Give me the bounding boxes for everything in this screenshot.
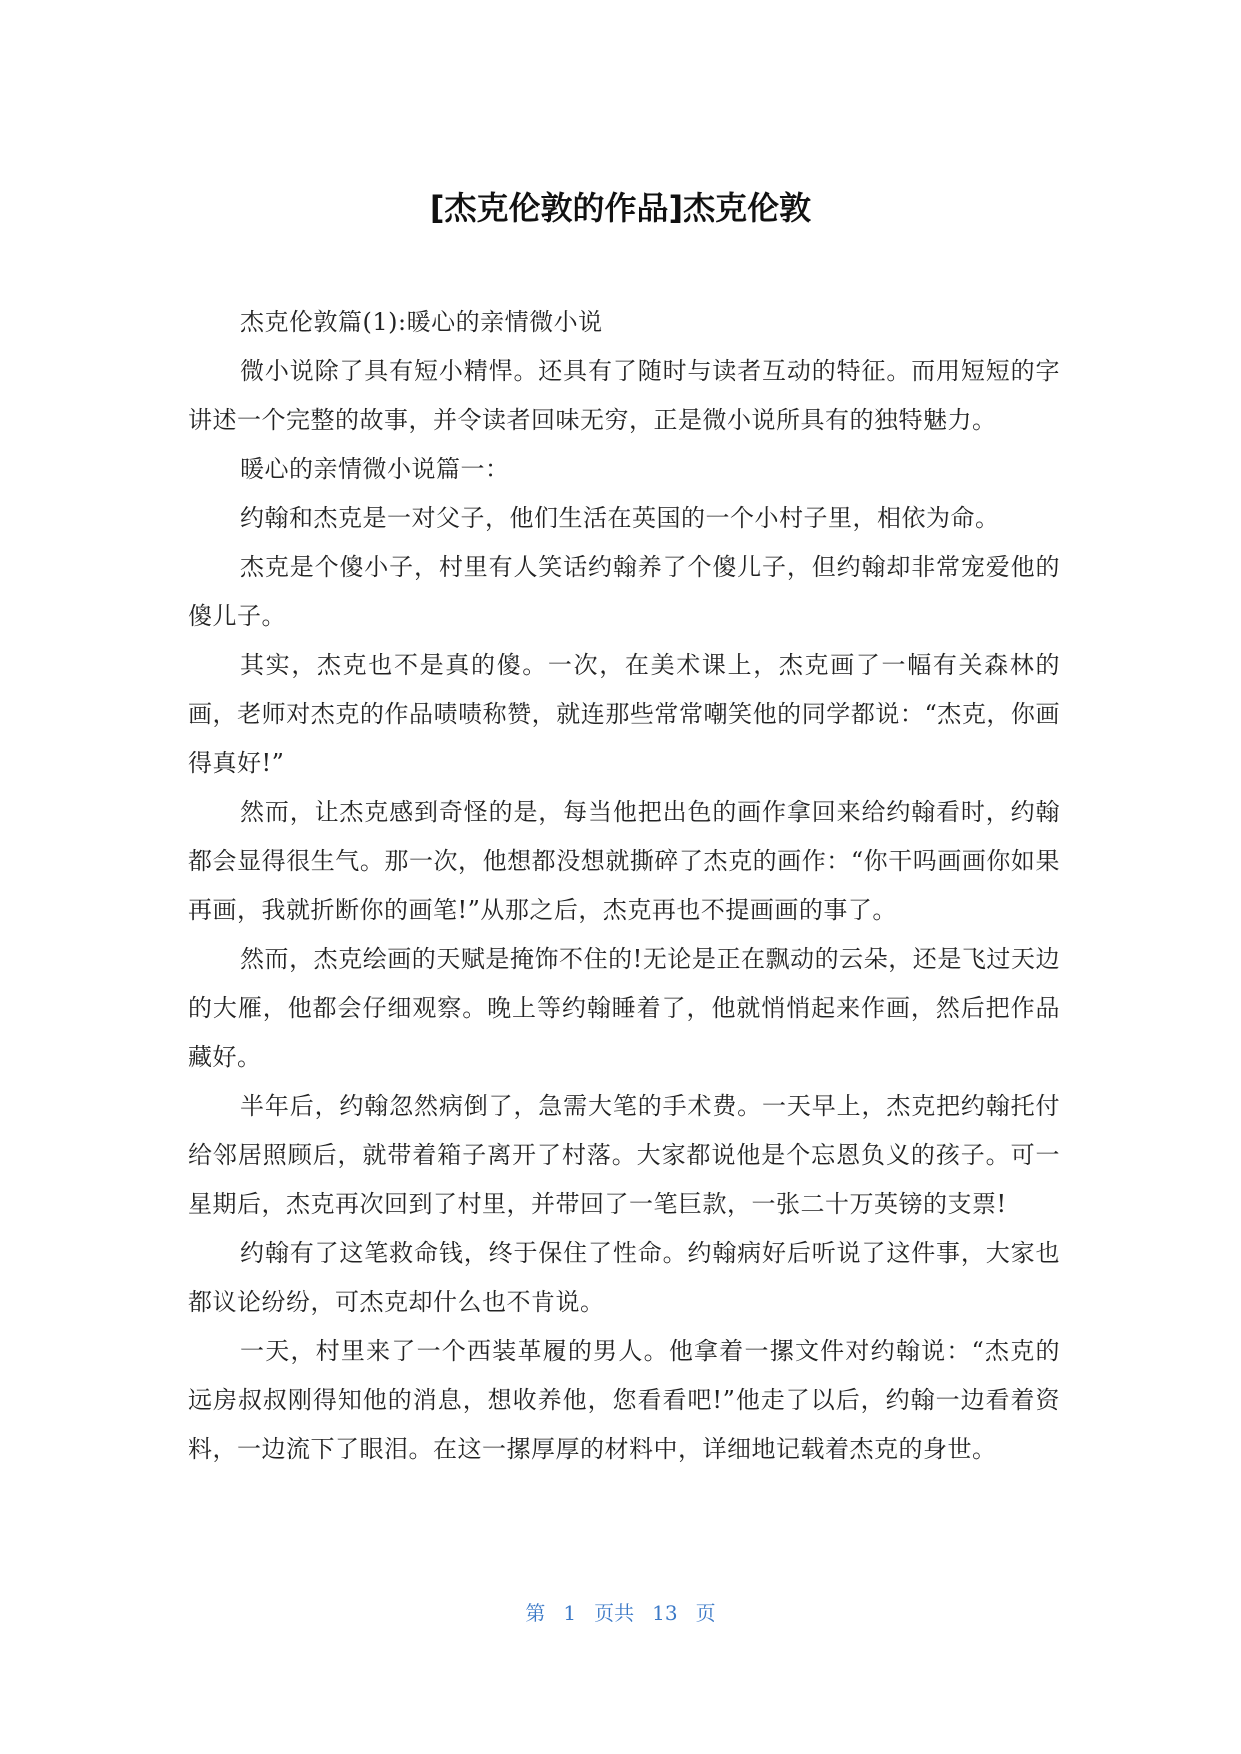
paragraph: 约翰和杰克是一对父子，他们生活在英国的一个小村子里，相依为命。 [240, 504, 1000, 532]
paragraph: 微小说除了具有短小精悍。还具有了随时与读者互动的特征。而用短短的字讲述一个完整的故事，并令读者回味无穷，正是微小说所具有的独特魅力。 [188, 357, 1060, 434]
paragraph: 然而，让杰克感到奇怪的是，每当他把出色的画作拿回来给约翰看时，约翰都会显得很生气。那一次，他想都没想就撕碎了杰克的画作：“你干吗画画你如果再画，我就折断你的画笔!”从那之后，杰克再也不提画画的事了。 [188, 798, 1060, 924]
page-footer [0, 1598, 1241, 1628]
total-pages: 13 [652, 1601, 678, 1625]
page-label-suffix: 页 [695, 1601, 716, 1625]
page-label-prefix: 第 [525, 1601, 546, 1625]
paragraph: 暖心的亲情微小说篇一： [240, 455, 510, 483]
current-page-number: 1 [563, 1601, 577, 1625]
paragraph: 半年后，约翰忽然病倒了，急需大笔的手术费。一天早上，杰克把约翰托付给邻居照顾后，就带着箱子离开了村落。大家都说他是个忘恩负义的孩子。可一星期后，杰克再次回到了村里，并带回了一笔巨款，一张二十万英镑的支票! [188, 1092, 1060, 1218]
document-body [188, 298, 1060, 1474]
paragraph: 约翰有了这笔救命钱，终于保住了性命。约翰病好后听说了这件事，大家也都议论纷纷，可杰克却什么也不肯说。 [188, 1239, 1060, 1316]
paragraph: 一天，村里来了一个西装革履的男人。他拿着一摞文件对约翰说：“杰克的远房叔叔刚得知他的消息，想收养他，您看看吧!”他走了以后，约翰一边看着资料，一边流下了眼泪。在这一摞厚厚的材料中，详细地记载着杰克的身世。 [188, 1337, 1060, 1463]
paragraph: 杰克伦敦篇(1):暖心的亲情微小说 [240, 308, 603, 336]
paragraph: 其实，杰克也不是真的傻。一次，在美术课上，杰克画了一幅有关森林的画，老师对杰克的作品啧啧称赞，就连那些常常嘲笑他的同学都说：“杰克，你画得真好!” [188, 651, 1060, 777]
page-label-middle: 页共 [594, 1601, 635, 1625]
paragraph: 杰克是个傻小子，村里有人笑话约翰养了个傻儿子，但约翰却非常宠爱他的傻儿子。 [188, 553, 1060, 630]
document-title: [杰克伦敦的作品]杰克伦敦 [429, 189, 812, 227]
paragraph: 然而，杰克绘画的天赋是掩饰不住的!无论是正在飘动的云朵，还是飞过天边的大雁，他都会仔细观察。晚上等约翰睡着了，他就悄悄起来作画，然后把作品藏好。 [188, 945, 1060, 1071]
